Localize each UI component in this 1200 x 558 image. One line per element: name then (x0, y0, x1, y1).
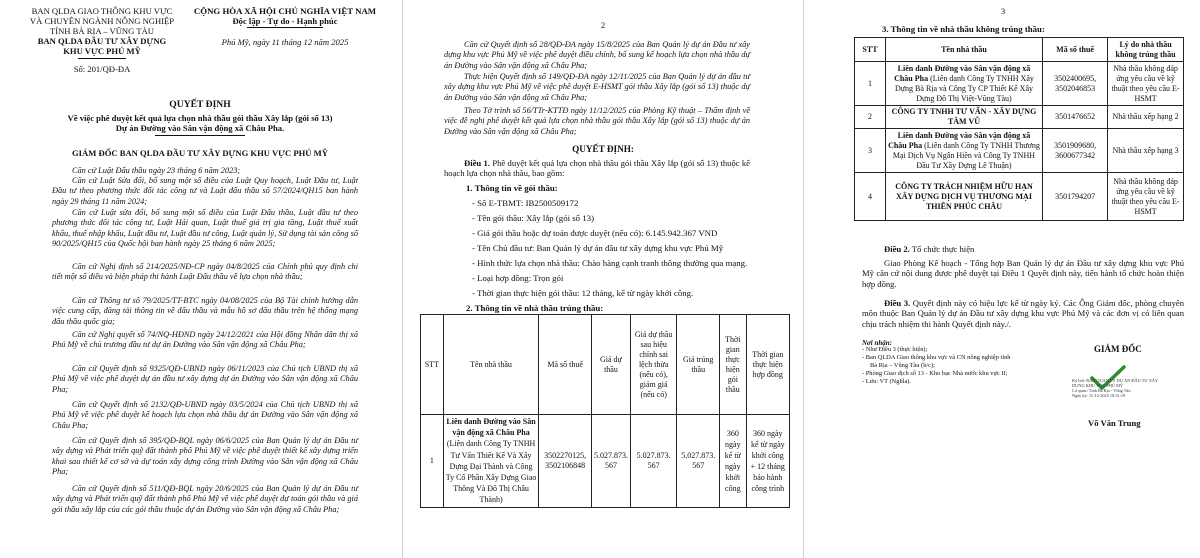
th-name: Tên nhà thầu (885, 38, 1042, 62)
authority-title: GIÁM ĐỐC BAN QLDA ĐẦU TƯ XÂY DỰNG KHU VỰC PHÚ MỸ (72, 148, 328, 158)
th-contract-time: Thời gian thực hiện hợp đồng (746, 315, 789, 415)
th-reason: Lý do nhà thầu không trúng thầu (1108, 38, 1184, 62)
article-2-text: Giao Phòng Kế hoạch - Tổng hợp Ban Quản lý dự án Đầu tư xây dựng khu vực Phú Mỹ căn cứ nội dung được phê duyệt tại Điều 1 Quyết định này, tiến hành tổ chức hoàn thiện hợp đồng. (862, 258, 1184, 289)
th-name: Tên nhà thầu (443, 315, 539, 415)
row-win: 5.027.873. 567 (677, 415, 720, 508)
row-2-reason: Nhà thầu xếp hạng 2 (1108, 106, 1184, 129)
signer-title: GIÁM ĐỐC (1094, 344, 1142, 354)
basis-5: Căn cứ Thông tư số 79/2025/TT-BTC ngày 04/08/2025 của Bộ Tài chính hướng dẫn việc cung cấp, đăng tải thông tin về đấu thầu và mẫu hồ sơ đấu thầu trên hệ thống mạng đấu thầu quốc gia; (52, 296, 358, 326)
row-1-reason: Nhà thầu không đáp ứng yêu cầu về kỹ thuật theo yêu cầu E-HSMT (1108, 62, 1184, 106)
section-1-title: 1. Thông tin về gói thầu: (466, 183, 558, 193)
row-package-time: 360 ngày kể từ ngày khởi công (720, 415, 747, 508)
subject-underline (155, 135, 245, 136)
basis-9: Căn cứ Quyết định số 395/QĐ-BQL ngày 06/6/2025 của Ban Quản lý dự án Đầu tư xây dựng và Phát triển quỹ đất thành phố Phú Mỹ về việc phê duyệt thiết kế xây dựng triển khai sau thiết kế cơ sở và dự toán xây dựng công trình Đường vào Sân vận động xã Châu Pha; (52, 436, 358, 477)
package-item-3: - Giá gói thầu hoặc dự toán được duyệt (nếu có): 6.145.942.367 VND (472, 228, 718, 238)
nation-title: CỘNG HÒA XÃ HỘI CHỦ NGHĨA VIỆT NAM (193, 6, 377, 16)
th-stt: STT (421, 315, 444, 415)
package-item-1: - Số E-TBMT: IB2500509172 (472, 198, 579, 208)
table-row (855, 62, 1184, 106)
row-4-name: CÔNG TY TRÁCH NHIỆM HỮU HẠN XÂY DỰNG DỊCH VỤ THƯƠNG MẠI THIÊN PHÚC CHÂU (885, 173, 1042, 221)
basis-2: Căn cứ Luật Sửa đổi, bổ sung một số điều của Luật Quy hoạch, Luật Đầu tư, Luật Đầu tư theo phương thức đối tác công tư và Luật đấu thầu số 57/2024/QH15 ban hành ngày 29 tháng 11 năm 2024; (52, 176, 358, 206)
decision-title: QUYẾT ĐỊNH (169, 99, 231, 110)
article-1-label: Điều 1. (464, 158, 490, 168)
th-win: Giá trúng thầu (677, 315, 720, 415)
row-1-name-rest: (Liên danh Công Ty TNHH Xây Dựng Bà Rịa và Công Ty CP Thiết Kế Xây Dựng Đô Thị Việt-Vũng Tàu) (894, 73, 1034, 103)
row-1-tax: 3502400695, 3502046853 (1042, 62, 1107, 106)
section-3-title: 3. Thông tin về nhà thầu không trúng thầu: (882, 24, 1045, 34)
table-row (855, 106, 1184, 129)
row-adjusted: 5.027.873. 567 (630, 415, 676, 508)
place-date: Phú Mỹ, ngày 11 tháng 12 năm 2025 (221, 37, 349, 47)
table-row (855, 173, 1184, 221)
th-stt: STT (855, 38, 886, 62)
page-1 (0, 0, 400, 558)
row-4-stt: 4 (855, 173, 886, 221)
row-4-tax: 3501794207 (1042, 173, 1107, 221)
table-row (421, 415, 790, 508)
basis-6: Căn cứ Nghị quyết số 74/NQ-HĐND ngày 24/12/2021 của Hội đồng Nhân dân thị xã Phú Mỹ về chủ trương đầu tư dự án Đường vào Sân vận động xã Châu Pha; (52, 330, 358, 350)
basis-12: Thực hiện Quyết định số 149/QĐ-ĐA ngày 12/11/2025 của Ban Quản lý dự án đầu tư xây dựng khu vực Phú Mỹ về việc phê duyệt E-HSMT gói thầu Xây lắp (gói số 13) thuộc dự án Đường vào Sân vận động xã Châu Pha; (444, 72, 750, 102)
article-1 (444, 158, 750, 179)
row-bid: 5.027.873. 567 (591, 415, 630, 508)
subject-line-2: Dự án Đường vào Sân vận động xã Châu Pha. (115, 123, 285, 133)
row-3-stt: 3 (855, 129, 886, 173)
row-4-reason: Nhà thầu không đáp ứng yêu cầu về kỹ thuật theo yêu cầu E-HSMT (1108, 173, 1184, 221)
row-2-stt: 2 (855, 106, 886, 129)
agency-line-5: KHU VỰC PHÚ MỸ (63, 46, 141, 56)
article-2-title: Tổ chức thực hiện (911, 244, 975, 254)
recipient-1: - Như Điều 3 (thực hiện); (862, 346, 928, 353)
page-divider-2 (803, 0, 804, 558)
page-number: 2 (600, 20, 606, 30)
recipient-5: - Lưu: VT (Nghla). (862, 378, 912, 385)
row-3-tax: 3501909680, 3600677342 (1042, 129, 1107, 173)
agency-line-2: VÀ CHUYÊN NGÀNH NÔNG NGHIỆP (29, 16, 175, 26)
th-bid: Giá dự thầu (591, 315, 630, 415)
th-tax: Mã số thuế (539, 315, 592, 415)
th-package-time: Thời gian thực hiện gói thầu (720, 315, 747, 415)
article-2-heading (884, 244, 1184, 254)
digital-signature-line-4: Ngày ký: 11-12-2025 10:51:19 (1072, 393, 1126, 398)
document-number: Số: 201/QĐ-ĐA (73, 64, 131, 74)
table-row (855, 129, 1184, 173)
subject-line-1: Về việc phê duyệt kết quả lựa chọn nhà thầu gói thầu Xây lắp (gói số 13) (67, 113, 333, 123)
row-1-name (885, 62, 1042, 106)
agency-line-1: BAN QLDA GIAO THÔNG KHU VỰC (31, 6, 173, 16)
signer-name: Võ Văn Trung (1088, 418, 1141, 428)
row-3-name (885, 129, 1042, 173)
basis-3: Căn cứ Luật sửa đổi, bổ sung một số điều của Luật Đấu thầu, Luật đầu tư theo phương thức đối tác công tư, Luật Hải quan, Luật thuế giá trị gia tăng, Luật thuế xuất khẩu, thuế nhập khẩu, Luật đầu tư, Luật đầu tư công, Luật quản lý, Sử dụng tài sản công số 90/2025/QH15 của Quốc hội ban hành ngày 25 tháng 6 năm 2025; (52, 208, 358, 249)
row-1-stt: 1 (855, 62, 886, 106)
article-3-label: Điều 3. (884, 298, 911, 308)
basis-7: Căn cứ Quyết định số 9325/QĐ-UBND ngày 06/11/2023 của Chủ tịch UBND thị xã Phú Mỹ về việc phê duyệt dự án đầu tư xây dựng dự án Đường vào Sân vận động xã Châu Pha; (52, 364, 358, 394)
basis-1: Căn cứ Luật Đấu thầu ngày 23 tháng 6 năm 2023; (72, 166, 241, 175)
page-divider-1 (402, 0, 403, 558)
row-name (443, 415, 539, 508)
agency-line-3: TỈNH BÀ RỊA – VŨNG TÀU (49, 26, 154, 36)
recipients-title: Nơi nhận: (862, 339, 893, 347)
basis-13: Theo Tờ trình số 56/TTr-KTTĐ ngày 11/12/2025 của Phòng Kỹ thuật – Thẩm định về việc đề nghị phê duyệt kết quả lựa chọn nhà thầu gói thầu Xây lắp (gói số 13) thuộc dự án Đường vào Sân vận động xã Châu Pha; (444, 106, 750, 136)
section-2-title: 2. Thông tin về nhà thầu trúng thầu: (466, 303, 604, 313)
basis-4: Căn cứ Nghị định số 214/2025/NĐ-CP ngày 04/8/2025 của Chính phủ quy định chi tiết một số điều và biện pháp thi hành Luật Đấu thầu về lựa chọn nhà thầu; (52, 262, 358, 282)
recipient-4: - Phòng Giao dịch số 13 - Kho bạc Nhà nước khu vực II; (862, 370, 1008, 377)
digital-signature-line-1: Ký bởi: BAN QUẢN LÝ DỰ ÁN ĐẦU TƯ XÂY (1072, 378, 1159, 383)
th-tax: Mã số thuế (1042, 38, 1107, 62)
row-2-tax: 3501476652 (1042, 106, 1107, 129)
motto-underline (247, 27, 323, 28)
page-number: 3 (1000, 6, 1006, 16)
winning-bidder-table (420, 314, 790, 508)
recipient-3: Bà Rịa – Vũng Tàu (b/c); (870, 362, 935, 369)
th-adjusted: Giá dự thầu sau hiệu chỉnh sai lệch thừa (nếu có), giảm giá (nếu có) (630, 315, 676, 415)
basis-10: Căn cứ Quyết định số 511/QĐ-BQL ngày 20/6/2025 của Ban Quản lý dự án Đầu tư xây dựng và Phát triển quỹ đất thành phố Phú Mỹ về việc phê duyệt dự toán gói thầu và giá gói thầu xây lắp của các gói thầu thuộc dự án Đường vào Sân vận động xã Châu Pha; (52, 484, 358, 514)
package-item-5: - Hình thức lựa chọn nhà thầu: Chào hàng cạnh tranh thông thường qua mạng. (472, 258, 748, 268)
row-name-bold: Liên danh Đường vào Sân vận động xã Châu Pha (446, 417, 536, 438)
package-item-4: - Tên Chủ đầu tư: Ban Quản lý dự án đầu tư xây dựng khu vực Phú Mỹ (472, 243, 724, 253)
agency-underline (78, 58, 126, 59)
page-2 (406, 0, 800, 558)
digital-signature-line-2: DỰNG KHU VỰC PHÚ MỸ (1072, 383, 1123, 388)
article-3 (862, 298, 1184, 329)
article-1-text: Phê duyệt kết quả lựa chọn nhà thầu gói thầu Xây lắp (gói số 13) thuộc kế hoạch lựa chọn nhà thầu, bao gồm: (444, 158, 750, 179)
package-item-6: - Loại hợp đồng: Trọn gói (472, 273, 564, 283)
basis-8: Căn cứ Quyết định số 2132/QĐ-UBND ngày 03/5/2024 của Chủ tịch UBND thị xã Phú Mỹ về việc phê duyệt kế hoạch lựa chọn nhà thầu dự án Đường vào Sân vận động xã Châu Pha; (52, 400, 358, 430)
package-item-7: - Thời gian thực hiện gói thầu: 12 tháng, kể từ ngày khởi công. (472, 288, 694, 298)
article-3-text: Quyết định này có hiệu lực kể từ ngày ký. Các Ông Giám đốc, phòng chuyên môn thuộc Ban Quản lý dự án Đầu tư xây dựng khu vực Phú Mỹ và các đơn vị có liên quan chịu trách nhiệm thi hành Quyết định này./. (862, 298, 1185, 329)
row-3-reason: Nhà thầu xếp hạng 3 (1108, 129, 1184, 173)
recipient-2: - Ban QLDA Giao thông khu vực và CN nông nghiệp tỉnh (862, 354, 1011, 361)
agency-line-4: BAN QLDA ĐẦU TƯ XÂY DỰNG (37, 36, 167, 46)
row-2-name: CÔNG TY TNHH TƯ VẤN - XÂY DỰNG TÂM VŨ (885, 106, 1042, 129)
article-2-label: Điều 2. (884, 244, 910, 254)
row-name-rest: (Liên danh Công Ty TNHH Tư Vấn Thiết Kế Và Xây Dựng Đại Thành và Công Ty Cổ Phần Xây Dựng Giao Thông Và Đô Thị Châu Thành) (445, 439, 537, 505)
row-contract-time: 360 ngày kể từ ngày khởi công + 12 tháng bảo hành công trình (746, 415, 789, 508)
motto: Độc lập - Tự do - Hạnh phúc (232, 16, 338, 26)
row-1-name-bold: Liên danh Đường vào Sân vận động xã Châu Pha (894, 63, 1031, 83)
page-3 (806, 0, 1200, 558)
row-tax: 3502270125, 3502106848 (539, 415, 592, 508)
package-item-2: - Tên gói thầu: Xây lắp (gói số 13) (472, 213, 594, 223)
losing-bidders-table (854, 37, 1184, 221)
digital-signature-line-3: Cơ quan: Tỉnh Bà Rịa - Vũng Tàu (1072, 388, 1131, 393)
row-3-name-rest: (Liên danh Công Ty TNHH Thương Mại Dịch Vụ Ngân Hiền và Công Ty TNHH Đầu Tư Xây Dựng Lê Thuận) (892, 140, 1040, 170)
basis-11: Căn cứ Quyết định số 28/QĐ-ĐA ngày 15/8/2025 của Ban Quản lý dự án Đầu tư xây dựng khu vực Phú Mỹ về việc phê duyệt điều chỉnh, bổ sung kế hoạch lựa chọn nhà thầu dự án Đường vào Sân vận động xã Châu Pha; (444, 40, 750, 70)
decides-title: QUYẾT ĐỊNH: (572, 144, 634, 154)
row-3-name-bold: Liên danh Đường vào Sân vận động xã Châu Pha (888, 130, 1031, 150)
row-stt: 1 (421, 415, 444, 508)
